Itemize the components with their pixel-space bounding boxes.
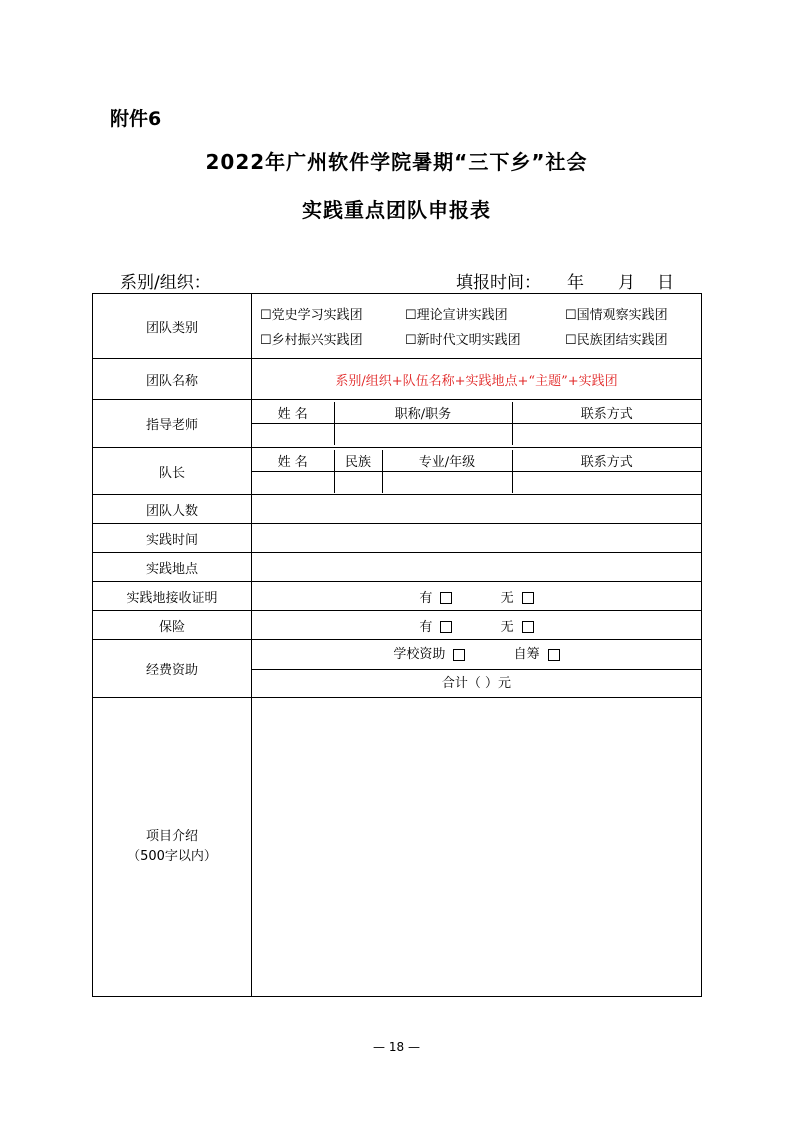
date-label: 填报时间： [456,273,541,293]
member-count-label: 团队人数 [93,495,252,524]
practice-place-input[interactable] [252,553,702,582]
leader-ethnicity-input[interactable] [334,471,382,493]
checkbox-icon[interactable] [440,592,452,604]
leader-cell [252,448,702,495]
checkbox-icon[interactable] [453,649,465,661]
intro-label-cell [93,698,252,997]
advisor-label: 指导老师 [93,400,252,448]
date-row [456,268,674,293]
leader-name-header: 姓 名 [252,450,334,472]
team-name-field[interactable]: 系别/组织+队伍名称+实践地点+“主题”+实践团 [252,359,702,400]
insurance-yes-option[interactable] [419,616,452,635]
month-label: 月 [618,273,635,293]
intro-label: 项目介绍 [145,829,198,844]
funding-school-option[interactable] [393,640,465,669]
insurance-options [252,611,702,640]
team-type-label: 团队类别 [93,294,252,359]
leader-ethnicity-header: 民族 [334,450,382,472]
application-form [92,293,702,997]
category-option[interactable]: ☐民族团结实践团 [565,333,668,348]
yes-label: 有 [419,590,433,606]
funding-source-row [252,640,701,670]
practice-time-input[interactable] [252,524,702,553]
checkbox-icon[interactable] [440,621,452,633]
checkbox-icon[interactable] [522,592,534,604]
intro-input[interactable] [252,698,702,997]
leader-major-header: 专业/年级 [382,450,512,472]
advisor-title-input[interactable] [334,424,512,446]
checkbox-icon[interactable] [548,649,560,661]
dept-label: 系别/组织： [120,273,211,293]
funding-total[interactable]: 合计（ ）元 [441,676,512,691]
proof-label: 实践地接收证明 [93,582,252,611]
leader-label: 队长 [93,448,252,495]
leader-contact-input[interactable] [512,471,701,493]
funding-cell [252,640,702,698]
practice-time-label: 实践时间 [93,524,252,553]
category-option[interactable]: ☐国情观察实践团 [565,308,668,323]
funding-self-label: 自筹 [513,647,540,662]
category-option[interactable]: ☐党史学习实践团 [260,308,363,323]
advisor-name-header: 姓 名 [252,402,334,424]
category-option[interactable]: ☐理论宣讲实践团 [405,308,508,323]
advisor-name-input[interactable] [252,424,334,446]
proof-options [252,582,702,611]
page-number: — 18 — [373,1040,420,1054]
day-label: 日 [657,273,674,293]
proof-no-option[interactable] [501,587,534,606]
page-subtitle: 实践重点团队申报表 [302,198,491,222]
advisor-cell [252,400,702,448]
funding-label: 经费资助 [93,640,252,698]
advisor-contact-header: 联系方式 [512,402,701,424]
team-type-options [252,294,702,359]
attachment-label: 附件6 [110,108,162,130]
advisor-contact-input[interactable] [512,424,701,446]
page-title: 2022年广州软件学院暑期“三下乡”社会 [205,150,588,174]
insurance-label: 保险 [93,611,252,640]
leader-major-input[interactable] [382,471,512,493]
no-label: 无 [500,619,514,635]
funding-self-option[interactable] [514,640,560,669]
yes-label: 有 [419,619,433,635]
category-option[interactable]: ☐新时代文明实践团 [405,333,521,348]
category-option[interactable]: ☐乡村振兴实践团 [260,333,363,348]
no-label: 无 [500,590,514,606]
member-count-input[interactable] [252,495,702,524]
checkbox-icon[interactable] [522,621,534,633]
team-name-label: 团队名称 [93,359,252,400]
intro-note: （500字以内） [127,849,217,864]
practice-place-label: 实践地点 [93,553,252,582]
funding-school-label: 学校资助 [393,647,446,662]
advisor-title-header: 职称/职务 [334,402,512,424]
leader-contact-header: 联系方式 [512,450,701,472]
insurance-no-option[interactable] [501,616,534,635]
proof-yes-option[interactable] [419,587,452,606]
leader-name-input[interactable] [252,471,334,493]
year-label: 年 [567,273,584,293]
